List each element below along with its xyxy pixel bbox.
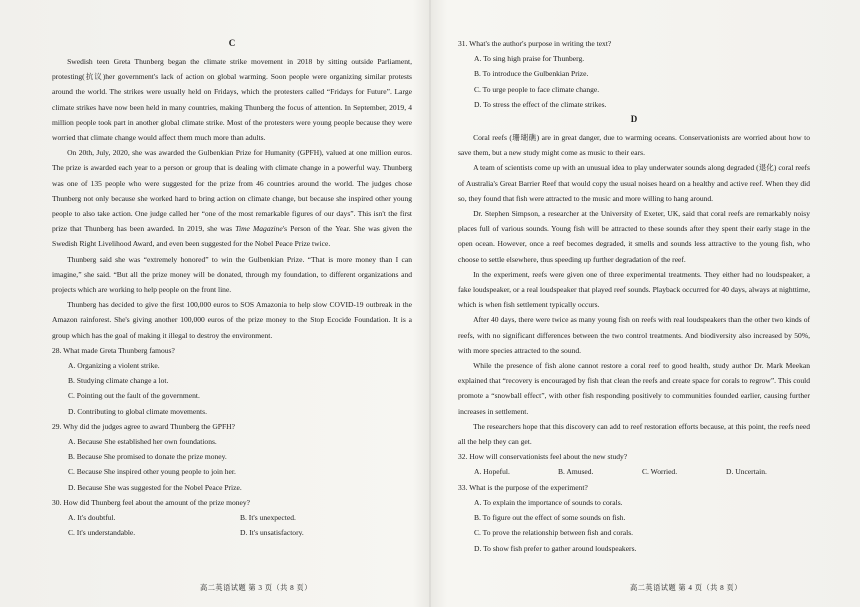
option-b: B. To figure out the effect of some sounds on fish. [474, 513, 626, 523]
option-c: C. Pointing out the fault of the government. [68, 391, 200, 401]
option-b: B. Amused. [558, 467, 594, 477]
option-c: C. Because She inspired other young people to join her. [68, 467, 236, 477]
option-a: A. Organizing a violent strike. [68, 361, 160, 371]
passage-c-paragraph-1: Swedish teen Greta Thunberg began the climate strike movement in 2018 by sitting outside Parliament, protesting(抗议)her government's lack of action on global warming. Soon people were organizing similar protests around the world. The strikes were usually held on Fridays, which the protesters called “Fridays for Future”. Large climate strikes have now been held in many countries, making Thunberg the focus of attention. In September, 2019, 4 million people took part in another global climate strike. Most of the protesters were young people because they were worried that climate change would affect them much more than adults. [52, 57, 412, 143]
question-stem: 33. What is the purpose of the experiment? [458, 482, 588, 492]
option-d: D. To stress the effect of the climate strikes. [474, 99, 607, 109]
question-30 [52, 495, 412, 541]
page-footer-right: 高二英语试题 第 4 页（共 8 页） [630, 584, 742, 592]
question-31 [458, 36, 810, 112]
section-d-heading: D [630, 114, 638, 125]
left-page [52, 36, 412, 581]
option-d: D. Uncertain. [726, 467, 767, 477]
passage-d-paragraph-1: Coral reefs (珊瑚礁) are in great danger, due to warming oceans. Conservationists are worried about how to save them, but a new study might come as music to their ears. [458, 133, 810, 158]
option-a: A. It's doubtful. [68, 513, 116, 523]
magazine-title: Time Magazine [235, 224, 283, 234]
passage-d-paragraph-6: While the presence of fish alone cannot restore a coral reef to good health, study author Dr. Mark Meekan explained that “recovery is encouraged by fish that clean the reefs and create space for corals to regrow”. This could promote a “snowball effect”, with other fish responding positively to communities founded earlier, causing further increases in settlement. [458, 361, 810, 416]
page-footer-left: 高二英语试题 第 3 页（共 8 页） [200, 584, 312, 592]
passage-d-paragraph-4: In the experiment, reefs were given one of three experimental treatments. They either had no loudspeaker, a fake loudspeaker, or a real loudspeaker that played reef sounds. Playback occurred for 40 days, always at nighttime, which is when fish settlement typically occurs. [458, 269, 810, 310]
question-28 [52, 343, 412, 419]
question-32 [458, 449, 810, 479]
option-b: B. Studying climate change a lot. [68, 376, 169, 386]
option-d: D. Contributing to global climate movements. [68, 406, 207, 416]
option-c: C. Worried. [642, 467, 678, 477]
question-stem: 31. What's the author's purpose in writing the text? [458, 39, 612, 48]
question-29 [52, 419, 412, 495]
right-page [458, 36, 810, 581]
passage-d-paragraph-5: After 40 days, there were twice as many young fish on reefs with real loudspeakers than the other two kinds of reefs, with no significant differences between the two control treatments. And biodiversity also increased by 50%, with more species attracted to the sound. [458, 315, 810, 355]
option-c: C. It's understandable. [68, 528, 136, 538]
passage-d-paragraph-7: The researchers hope that this discovery can add to reef restoration efforts because, at this point, the reefs need all the help they can get. [458, 421, 810, 447]
option-b: B. To introduce the Gulbenkian Prize. [474, 69, 589, 79]
passage-d-paragraph-2: A team of scientists come up with an unusual idea to play underwater sounds along degraded (退化) coral reefs of Australia's Great Barrier Reef that would copy the usual noises heard on a healthy and active reef. When they did so, they found that fish were attracted to the music and more willing to hang around. [458, 163, 810, 203]
option-a: A. Hopeful. [474, 467, 510, 477]
passage-d-paragraph-3: Dr. Stephen Simpson, a researcher at the University of Exeter, UK, said that coral reefs are remarkably noisy places full of various sounds. Young fish will be attracted to these sounds after they spent their early stage in the open ocean. However, once a reef becomes degraded, it smells and sounds less attractive to the young fish, who choose to settle elsewhere, thus speeding up further degradation of the reef. [458, 209, 810, 264]
passage-c-paragraph-2: On 20th, July, 2020, she was awarded the Gulbenkian Prize for Humanity (GPFH), valued at one million euros. The prize is awarded each year to a person or group that is dealing with climate change in a powerful way. Thunberg was one of 135 people who were suggested for the prize from 46 countries around the world. The judges chose Thunberg not only because she worked hard to bring action on climate change, but because she inspired other young people to also take action. One judge called her “one of the most remarkable figures of our days”. This isn't the first prize that Thunberg has been awarded. In 2019, she was Time Magazine's Person of the Year. She was given the Swedish Right Livelihood Award, and even been suggested for the Nobel Peace Prize twice. [52, 148, 412, 249]
passage-c-paragraph-4: Thunberg has decided to give the first 100,000 euros to SOS Amazonia to help slow COVID-19 outbreak in the Amazon rainforest. She's giving another 100,000 euros of the prize money to the Stop Ecocide Foundation. It is a group which has the goal of making it illegal to destroy the environment. [52, 300, 412, 340]
question-stem: 28. What made Greta Thunberg famous? [52, 345, 175, 355]
option-d: D. It's unsatisfactory. [240, 528, 304, 538]
question-stem: 30. How did Thunberg feel about the amount of the prize money? [52, 497, 250, 507]
option-b: B. Because She promised to donate the prize money. [68, 452, 227, 462]
option-d: D. To show fish prefer to gather around loudspeakers. [474, 543, 637, 553]
page-gutter [429, 0, 431, 607]
option-c: C. To urge people to face climate change. [474, 84, 600, 94]
option-a: A. To sing high praise for Thunberg. [474, 54, 585, 64]
question-stem: 32. How will conservationists feel about the new study? [458, 452, 628, 462]
option-a: A. Because She established her own foundations. [68, 437, 217, 447]
question-33 [458, 480, 810, 556]
option-c: C. To prove the relationship between fish and corals. [474, 528, 634, 538]
section-c-heading: C [228, 38, 236, 48]
option-d: D. Because She was suggested for the Nobel Peace Prize. [68, 482, 242, 492]
question-stem: 29. Why did the judges agree to award Thunberg the GPFH? [52, 421, 235, 431]
passage-c-paragraph-3: Thunberg said she was “extremely honored” to win the Gulbenkian Prize. “That is more money than I can imagine,” she said. “But all the prize money will be donated, through my foundation, to different organizations and projects which are working to help people on the front line. [52, 254, 412, 295]
option-b: B. It's unexpected. [240, 513, 296, 523]
option-a: A. To explain the importance of sounds to corals. [474, 497, 623, 507]
